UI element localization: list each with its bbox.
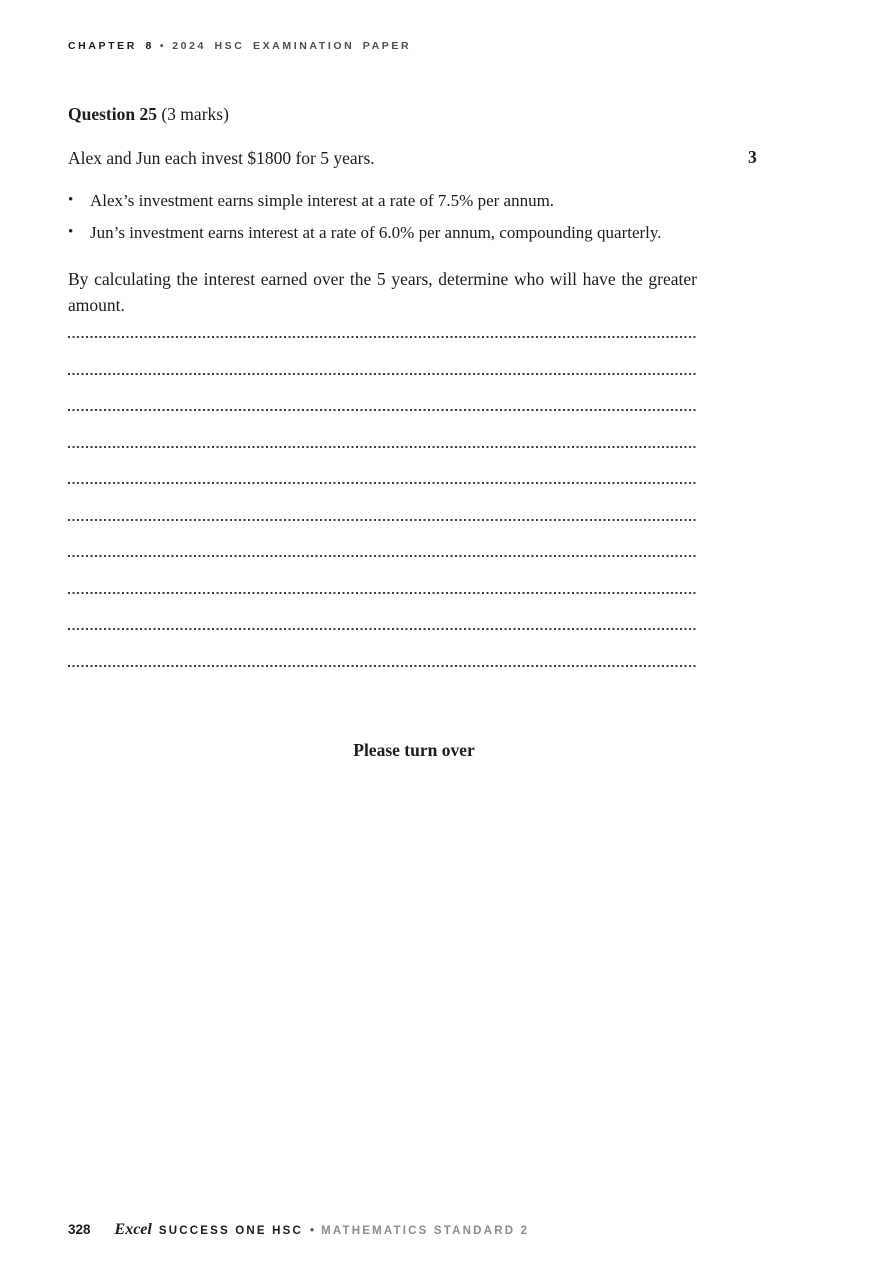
chapter-label: CHAPTER 8 [68, 40, 154, 52]
running-header [68, 40, 411, 52]
subject-label: MATHEMATICS STANDARD 2 [321, 1225, 530, 1237]
answer-line [68, 665, 697, 667]
answer-line [68, 592, 697, 594]
list-item [68, 191, 700, 210]
header-separator-dot: • [159, 40, 167, 52]
answer-line [68, 409, 697, 411]
question-marks-label: (3 marks) [156, 104, 229, 124]
bullet-icon: • [68, 224, 74, 240]
answer-line [68, 336, 697, 338]
page-number: 328 [68, 1222, 91, 1237]
answer-line [68, 555, 697, 557]
paper-title-label: 2024 HSC EXAMINATION PAPER [172, 40, 412, 52]
bullet-list [68, 191, 700, 255]
brand-logo-text: Excel [114, 1221, 152, 1238]
bullet-icon: • [68, 192, 74, 208]
series-label: SUCCESS ONE HSC [158, 1225, 304, 1237]
question-intro-text: Alex and Jun each invest $1800 for 5 years. [68, 148, 375, 168]
question-heading [68, 104, 229, 125]
answer-lines [68, 336, 697, 701]
bullet-text: Alex’s investment earns simple interest at a rate of 7.5% per annum. [90, 191, 555, 210]
question-number: Question 25 [68, 104, 157, 124]
turn-over-label: Please turn over [353, 740, 475, 760]
answer-line [68, 628, 697, 630]
page-footer [68, 1221, 529, 1239]
question-task-text: By calculating the interest earned over the 5 years, determine who will have the greater amount. [68, 269, 697, 315]
answer-line [68, 373, 697, 375]
answer-line [68, 446, 697, 448]
footer-separator-dot: • [310, 1225, 315, 1237]
bullet-text: Jun’s investment earns interest at a rate of 6.0% per annum, compounding quarterly. [90, 223, 662, 242]
answer-line [68, 482, 697, 484]
answer-line [68, 519, 697, 521]
list-item [68, 223, 700, 242]
marks-column-value: 3 [748, 147, 757, 167]
